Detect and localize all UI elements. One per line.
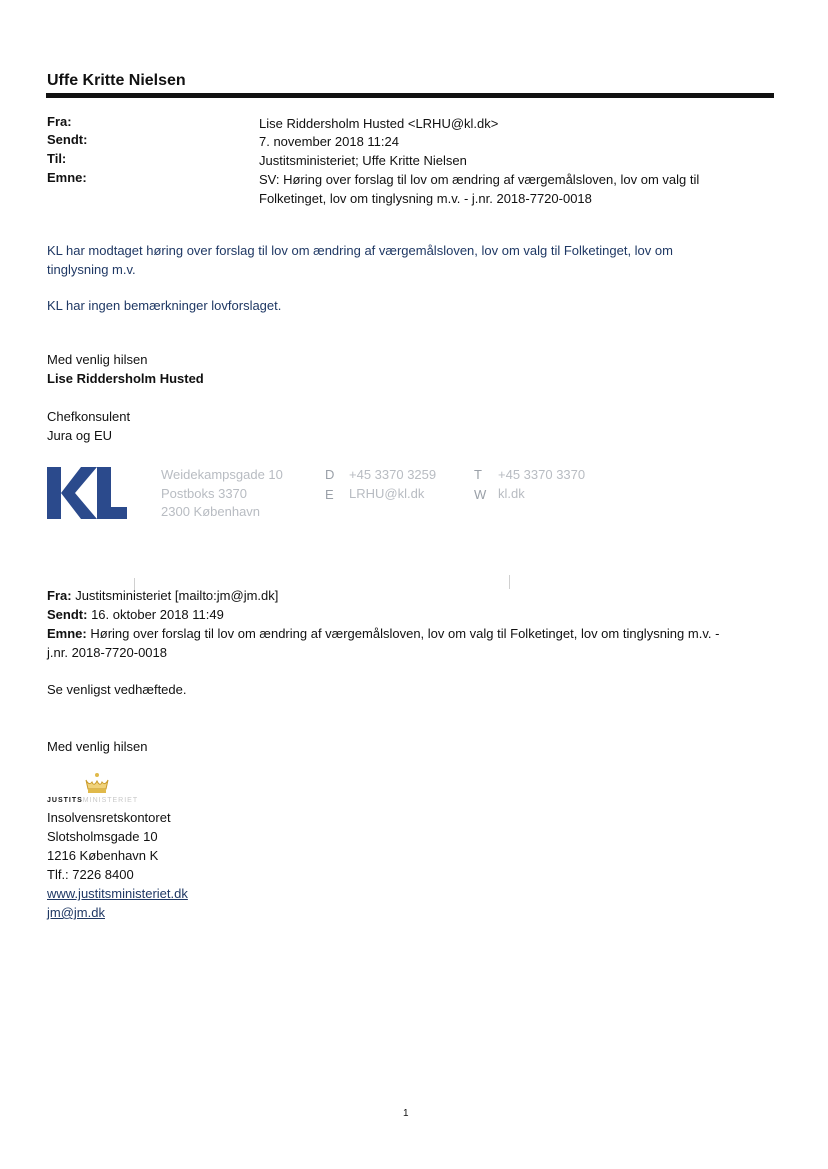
fwd-from-label: Fra: <box>47 588 72 603</box>
to-value: Justitsministeriet; Uffe Kritte Nielsen <box>259 153 467 168</box>
kl-direct-key: D <box>325 467 335 482</box>
jm-website-text[interactable]: www.justitsministeriet.dk <box>47 886 188 901</box>
fwd-from-value: Justitsministeriet [mailto:jm@jm.dk] <box>75 588 279 603</box>
reply-greeting: Med venlig hilsen <box>47 352 148 367</box>
from-value: Lise Riddersholm Husted <LRHU@kl.dk> <box>259 116 499 131</box>
reply-paragraph-1-line-2: tinglysning m.v. <box>47 262 136 277</box>
fwd-body: Se venligst vedhæftede. <box>47 682 187 697</box>
kl-tel-key: T <box>474 467 482 482</box>
reply-paragraph-1-line-1: KL har modtaget høring over forslag til lov om ændring af værgemålsloven, lov om valg til Folketinget, lov om <box>47 243 673 258</box>
kl-address-line-1: Weidekampsgade 10 <box>161 467 283 482</box>
reply-paragraph-1 <box>47 241 747 279</box>
kl-email-key: E <box>325 487 334 502</box>
jm-email-link[interactable] <box>47 903 105 922</box>
jm-phone: Tlf.: 7226 8400 <box>47 867 134 882</box>
from-label: Fra: <box>47 114 72 129</box>
kl-website: kl.dk <box>498 486 525 501</box>
kl-logo <box>47 465 129 519</box>
kl-web-key: W <box>474 487 487 502</box>
fwd-subject-line-1: Høring over forslag til lov om ændring af værgemålsloven, lov om valg til Folketinget, lov om tinglysning m.v. - <box>90 626 720 641</box>
fwd-subject-line-2: j.nr. 2018-7720-0018 <box>47 645 167 660</box>
page-number: 1 <box>403 1108 409 1119</box>
kl-email: LRHU@kl.dk <box>349 486 425 501</box>
fwd-sent-label: Sendt: <box>47 607 88 622</box>
to-label: Til: <box>47 151 67 166</box>
jm-brand-light: MINISTERIET <box>82 797 139 804</box>
kl-main-phone: +45 3370 3370 <box>498 467 586 482</box>
sent-label: Sendt: <box>47 132 88 147</box>
crown-icon <box>84 772 110 794</box>
jm-office: Insolvensretskontoret <box>47 810 171 825</box>
owner-name: Uffe Kritte Nielsen <box>47 72 186 89</box>
subject-label: Emne: <box>47 170 87 185</box>
signer-name: Lise Riddersholm Husted <box>47 371 204 386</box>
fwd-greeting: Med venlig hilsen <box>47 739 148 754</box>
fwd-from-row <box>47 586 747 605</box>
jm-street: Slotsholmsgade 10 <box>47 829 158 844</box>
jm-brand <box>47 797 138 804</box>
jm-brand-bold: JUSTITS <box>47 797 83 804</box>
signer-department: Jura og EU <box>47 428 113 443</box>
fwd-sent-value: 16. oktober 2018 11:49 <box>91 607 224 622</box>
jm-website-link[interactable] <box>47 884 188 903</box>
fwd-subject-row <box>47 624 787 662</box>
kl-direct-phone: +45 3370 3259 <box>349 467 437 482</box>
subject-line-2: Folketinget, lov om tinglysning m.v. - j.nr. 2018-7720-0018 <box>259 191 592 206</box>
sent-value: 7. november 2018 11:24 <box>259 134 399 149</box>
kl-address-line-3: 2300 København <box>161 504 261 519</box>
jm-email-text[interactable]: jm@jm.dk <box>47 905 105 920</box>
reply-paragraph-2: KL har ingen bemærkninger lovforslaget. <box>47 298 282 313</box>
signer-title: Chefkonsulent <box>47 409 131 424</box>
kl-address-line-2: Postboks 3370 <box>161 486 248 501</box>
fwd-subject-label: Emne: <box>47 626 87 641</box>
fwd-sent-row <box>47 605 747 624</box>
header-rule <box>46 93 774 98</box>
jm-city: 1216 København K <box>47 848 159 863</box>
subject-line-1: SV: Høring over forslag til lov om ændring af værgemålsloven, lov om valg til <box>259 172 700 187</box>
